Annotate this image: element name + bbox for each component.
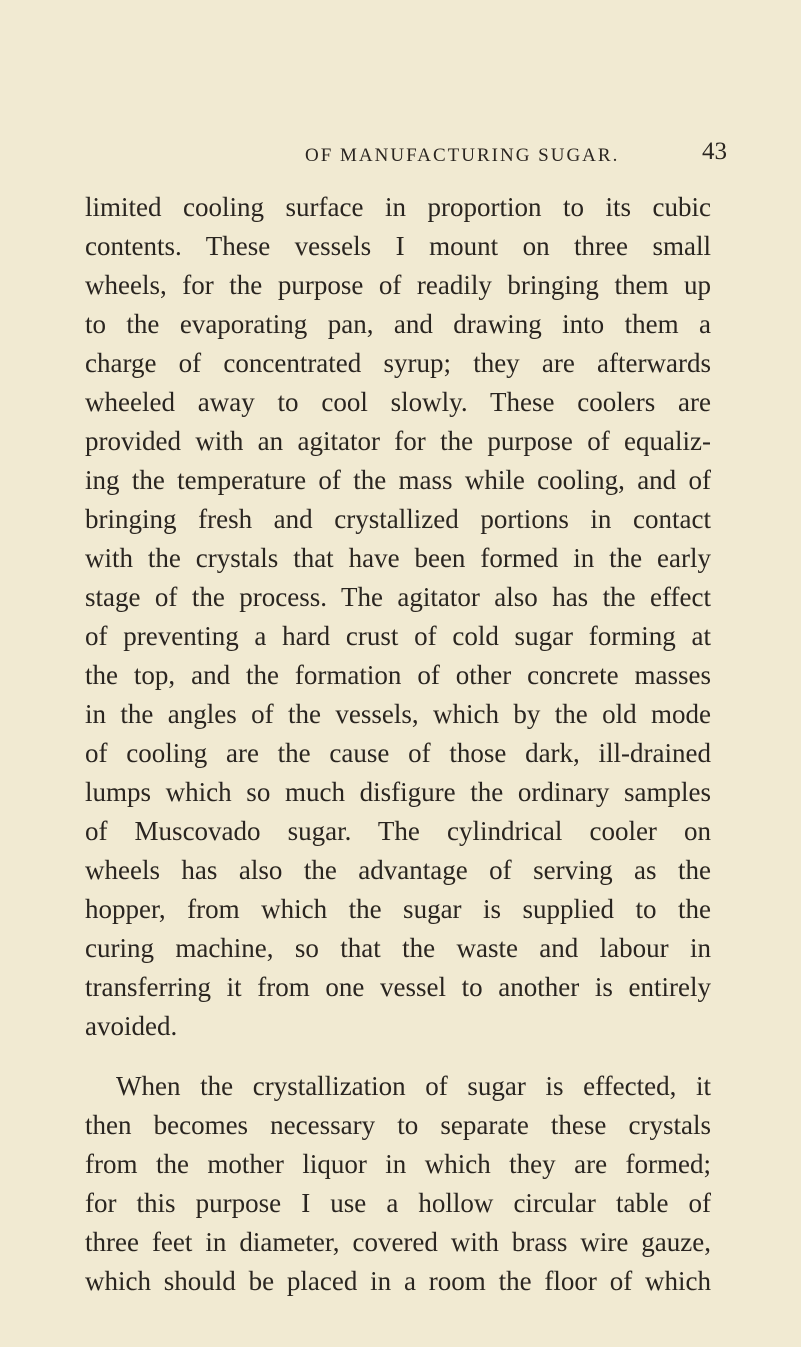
text-line: transferring it from one vessel to another is entirely: [85, 972, 711, 1002]
text-line: wheels has also the advantage of serving as the: [85, 855, 711, 885]
text-line: the top, and the formation of other concrete masses: [85, 660, 711, 690]
text-line: then becomes necessary to separate these crystals: [85, 1110, 711, 1140]
text-line: from the mother liquor in which they are formed;: [85, 1149, 711, 1179]
text-line: three feet in diameter, covered with brass wire gauze,: [85, 1227, 711, 1257]
text-line: limited cooling surface in proportion to its cubic: [85, 192, 711, 222]
text-line: ing the temperature of the mass while cooling, and of: [85, 465, 711, 495]
text-line: wheels, for the purpose of readily bringing them up: [85, 270, 711, 300]
text-line: curing machine, so that the waste and labour in: [85, 933, 711, 963]
text-line: charge of concentrated syrup; they are afterwards: [85, 348, 711, 378]
text-line: lumps which so much disfigure the ordinary samples: [85, 777, 711, 807]
text-line: stage of the process. The agitator also has the effect: [85, 582, 711, 612]
text-line: with the crystals that have been formed in the early: [85, 543, 711, 573]
text-line: of cooling are the cause of those dark, ill-drained: [85, 738, 711, 768]
text-line: bringing fresh and crystallized portions in contact: [85, 504, 711, 534]
text-line: When the crystallization of sugar is effected, it: [116, 1071, 711, 1101]
text-line: avoided.: [85, 1011, 178, 1041]
text-line: hopper, from which the sugar is supplied to the: [85, 894, 711, 924]
text-line: provided with an agitator for the purpose of equaliz-: [85, 426, 711, 456]
text-line: wheeled away to cool slowly. These coolers are: [85, 387, 711, 417]
text-line: which should be placed in a room the floor of which: [85, 1266, 711, 1296]
text-line: of preventing a hard crust of cold sugar forming at: [85, 621, 711, 651]
text-line: to the evaporating pan, and drawing into them a: [85, 309, 711, 339]
text-line: of Muscovado sugar. The cylindrical cooler on: [85, 816, 711, 846]
text-line: contents. These vessels I mount on three small: [85, 231, 711, 261]
text-line: for this purpose I use a hollow circular table of: [85, 1188, 711, 1218]
running-head: OF MANUFACTURING SUGAR.: [305, 145, 620, 166]
page-number: 43: [702, 138, 727, 165]
text-line: in the angles of the vessels, which by the old mode: [85, 699, 711, 729]
